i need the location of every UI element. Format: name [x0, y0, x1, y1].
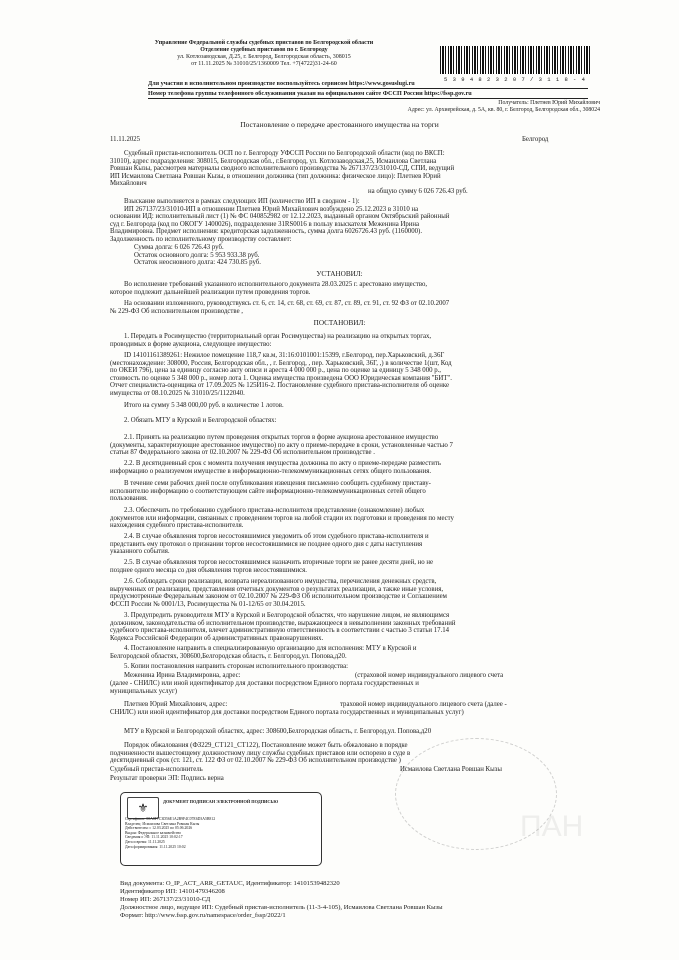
enforcement-block: Взыскание выполняется в рамках следующих ИП (количество ИП в сводном - 1): ИП 267137/23/31010-ИП в отношении Плетнев Юрий Михайлович возбуждено 25.12.2023 в 31010 на основании ИД: исполнительный лист (1) № ФС 040852982 от 12.12.2023, выданный органом Октябрьский районный суд г. Белгорода (код по ОКОГУ 1400026), подразделение 31RS0016 в пользу взыскателя Меженина Ирина Владимировна. Предмет исполнения: кредиторская задолженность, сумма долга 6026726.43 руб. (1160000). Задолженность по исполнительному производству составляет:: [110, 198, 450, 243]
doc-number-line: от 11.11.2025 № 31010/25/1360009 Тел. +7(4722)31-24-60: [191, 61, 337, 67]
barcode-number: 5 3 9 4 8 2 3 2 0 7 / 3 1 1 8 - 4: [444, 76, 586, 83]
established-text: Во исполнение требований указанного исполнительного документа 28.03.2025 г. арестовано имущество, которое подлежит дальнейшей реализации путем проведения торгов.: [110, 281, 428, 296]
clause-2-2: 2.2. В десятидневный срок с момента получения имущества должника по акту о приеме-передаче разместить информацию о реализуемом имуществе в информационно-телекоммуникационных сетях общего пользования.: [110, 460, 441, 475]
coat-of-arms-icon: ⚜: [127, 797, 159, 819]
divider: [148, 88, 588, 89]
decided-heading: ПОСТАНОВИЛ:: [313, 319, 366, 327]
org-name: Управление Федеральной службы судебных приставов по Белгородской области: [154, 40, 374, 46]
clause-2-6: 2.6. Соблюдать сроки реализации, возврата нереализованного имущества, перечисления денежных средств, вырученных от реализации, представления отчетных документов о результатах реализации, а также иные условия, предусмотренные Федеральным законом от 02.10.2007 № 229-ФЗ Об исполнительном производстве и Соглашением ФССП России № 0001/13, Росимущества № 01-12/65 от 30.04.2015.: [110, 578, 447, 608]
phone-notice: Номер телефона группы телефонного обслуживания указан на официальном сайте ФССП России https://fssp.gov.ru: [148, 90, 472, 97]
party-1-details: (далее - СНИЛС) или иной идентификатор для доставки посредством Единого портала государственных и муниципальных услуг): [110, 680, 419, 695]
clause-5: 5. Копии постановления направить сторонам исполнительного производства:: [124, 663, 349, 670]
electronic-signature-stamp: [120, 792, 322, 866]
clause-2-2-b: В течение семи рабочих дней после опубликования извещения письменно сообщить судебному приставу- исполнителю информацию о соответствующем сайте информационно-телекоммуникационных сетей общего пользования.: [110, 480, 431, 503]
issuer-header: [140, 40, 388, 68]
dept-name: Отделение судебных приставов по г. Белгороду: [200, 47, 328, 53]
lots-total: Итого на сумму 5 348 000,00 руб. в количестве 1 лотов.: [124, 402, 284, 409]
signer-position: Судебный пристав-исполнитель: [110, 766, 203, 773]
background-watermark: ПАН: [520, 810, 584, 843]
document-title: Постановление о передаче арестованного имущества на торги: [240, 120, 439, 129]
party-3: МТУ в Курской и Белгородской областях, адрес: 308600,Белгородская область, г. Белгород,ул. Попова,д20: [124, 728, 432, 735]
clause-2-3: 2.3. Обеспечить по требованию судебного пристава-исполнителя представление (ознакомление) любых документов или информации, связанных с проведением торгов на любой стадии их подготовки и проведения по месту нахождения судебного пристава-исполнителя.: [110, 507, 454, 530]
clause-2-1: 2.1. Принять на реализацию путем проведения открытых торгов в форме аукциона арестованное имущество (документы, характеризующие арестованное имущество) по акту о приеме-передаче в сроки, установленные частью 7 статьи 87 Федерального закона от 02.10.2007 № 229-ФЗ Об исполнительном производстве .: [110, 434, 453, 457]
property-description: ID 14101161389261: Нежилое помещение 118,7 кв.м, 31:16:0101001:15399, г.Белгород, пер.Харьковский, д.36Г (местонахождение: 308000, Россия, Белгородская обл., , г. Белгород, , пер. Харьковский, 36Г, ,) в количестве 1(шт, Код по ОКЕИ 796), цена за единицу согласно акту описи и ареста 4 000 000 р., цена по оценке за единицу 5 348 000 р., стоимость по оценке 5 348 000 р., номер лота 1. Оценка имущества произведена ООО Юридическая компания "БИТ". Отчет специалиста-оценщика от 17.09.2025 № 125И16-2. Постановление судебного пристава-исполнителя об оценке имущества от 08.10.2025 № 31010/25/1122040.: [110, 352, 452, 397]
footer-ip-id: Идентификатор ИП: 14101479346208: [120, 888, 225, 895]
clause-2-4: 2.4. В случае объявления торгов несостоявшимися уведомить об этом судебного пристава-исполнителя и представить ему протокол о признании торгов несостоявшимися не позднее одного дня с даты наступления указанного события.: [110, 533, 429, 556]
document-city: Белгород: [522, 136, 549, 143]
dept-address: ул. Котлозаводская, Д.25, г. Белгород, Белгородская область, 308015: [177, 54, 351, 60]
intro-total-sum: на общую сумму 6 026 726.43 руб.: [368, 188, 468, 195]
party-2-snils-note: траховой номер индивидуального лицевого счета (далее -: [340, 701, 507, 708]
stamp-title: ДОКУМЕНТ ПОДПИСАН ЭЛЕКТРОННОЙ ПОДПИСЬЮ: [163, 799, 279, 804]
gosuslugi-notice: Для участия в исполнительном производстве воспользуйтесь сервисом https://www.gosuslugi.ru: [148, 80, 415, 87]
intro-paragraph: Судебный пристав-исполнитель ОСП по г. Белгороду УФССП России по Белгородской области (код по ВКСП: 31010), адрес подразделения: 308015, Белгородская обл., г.Белгород, ул. Котлозаводская,25, Исмаилова Светлана Ровшан Кызы, рассмотрев материалы сводного исполнительного производства № 267137/23/31010-СД, СПИ, ведущий ИП Исмаилова Светлана Ровшан Кызы, в отношении должника (тип должника: физическое лицо): Плетнев Юрий Михайлович: [110, 150, 455, 188]
legal-basis: На основании изложенного, руководствуясь ст. 6, ст. 14, ст. 68, ст. 69, ст. 87, ст. 89, ст. 91, ст. 92 ФЗ от 02.10.2007 № 229-ФЗ Об исполнительном производстве ,: [110, 300, 450, 315]
document-date: 11.11.2025: [110, 136, 141, 143]
stamp-details: Сертификат: 00A8F7C3D56E1A2B9F4C07E6D3A5B812 Владелец: Исмаилова Светлана Ровшан Кызы Действителен: с 12.03.2025 по 05.06.2026 Выдан: Федеральное казначейство Сведения о ЭП: 11.11.2025 10:02:17 Дата и время: 11.11.2025 Дата формирования: 11.11.2025 10:02: [125, 817, 216, 849]
party-1-name: Меженина Ирина Владимировна, адрес:: [124, 672, 241, 679]
clause-2-5: 2.5. В случае объявления торгов несостоявшимися назначить вторичные торги не ранее десяти дней, но не позднее одного месяца со дня объявления торгов несостоявшимися.: [110, 559, 434, 574]
clause-1: 1. Передать в Росимущество (территориальный орган Росимущества) на реализацию на открытых торгах, проводимых в форме аукциона, следующее имущество:: [110, 333, 432, 348]
footer-format: Формат: http://www.fssp.gov.ru/namespace/order_fssp/2022/1: [120, 912, 286, 919]
clause-4: 4. Постановление направить в специализированную организацию для исполнения: МТУ в Курской и Белгородской областях, 308600,Белгородская область, г. Белгород,ул. Попова,д20.: [110, 645, 417, 660]
footer-doc-type: Вид документа: О_IP_ACT_ARR_GETAUC, Идентификатор: 14101539482320: [120, 880, 340, 887]
clause-3: 3. Предупредить руководителя МТУ в Курской и Белгородской областях, что нарушение лицом, не являющимся должником, законодательства об исполнительном производстве, выражающееся в невыполнении законных требований судебного пристава-исполнителя, влечет административную ответственность в соответствии с частью 3 статьи 17.14 Кодекса Российской Федерации об административных правонарушениях.: [110, 612, 456, 642]
established-heading: УСТАНОВИЛ:: [316, 270, 363, 278]
appeal-procedure: Порядок обжалования (ФЗ229_СТ121_СТ122), Постановление может быть обжаловано в порядке подчиненности вышестоящему должностному лицу службы судебных приставов или оспорено в суде в десятидневный срок (ст. 121, ст. 122 ФЗ от 02.10.2007 № 229-ФЗ Об исполнительном производстве ): [110, 742, 411, 765]
party-2-name: Плетнев Юрий Михайлович, адрес:: [124, 701, 228, 708]
debt-summary: Сумма долга: 6 026 726.43 руб. Остаток основного долга: 5 953 933.38 руб. Остаток неосновного долга: 424 730.85 руб.: [134, 244, 261, 267]
divider: [148, 98, 588, 99]
party-1-snils-note: (страховой номер индивидуального лицевого счета: [355, 672, 504, 679]
footer-official: Должностное лицо, ведущее ИП: Судебный пристав-исполнитель (11-3-4-105), Исмаилова Светлана Ровшан Кызы: [120, 904, 443, 911]
recipient-address: Адрес: ул. Архиерейская, д. 5А, кв. 80, г. Белгород, Белгородская обл., 308024: [407, 107, 600, 113]
signature-check-result: Результат проверки ЭП: Подпись верна: [110, 775, 224, 782]
clause-2: 2. Обязать МТУ в Курской и Белгородской областях:: [124, 417, 277, 424]
recipient-name: Получатель: Плетнев Юрий Михайлович: [498, 100, 600, 106]
footer-ip-number: Номер ИП: 267137/23/31010-СД: [120, 896, 211, 903]
signer-name: Исмаилова Светлана Ровшан Кызы: [400, 766, 502, 773]
barcode: [440, 46, 590, 74]
party-2-details: СНИЛС) или иной идентификатор для доставки посредством Единого портала государственных и муниципальных услуг): [110, 709, 464, 716]
